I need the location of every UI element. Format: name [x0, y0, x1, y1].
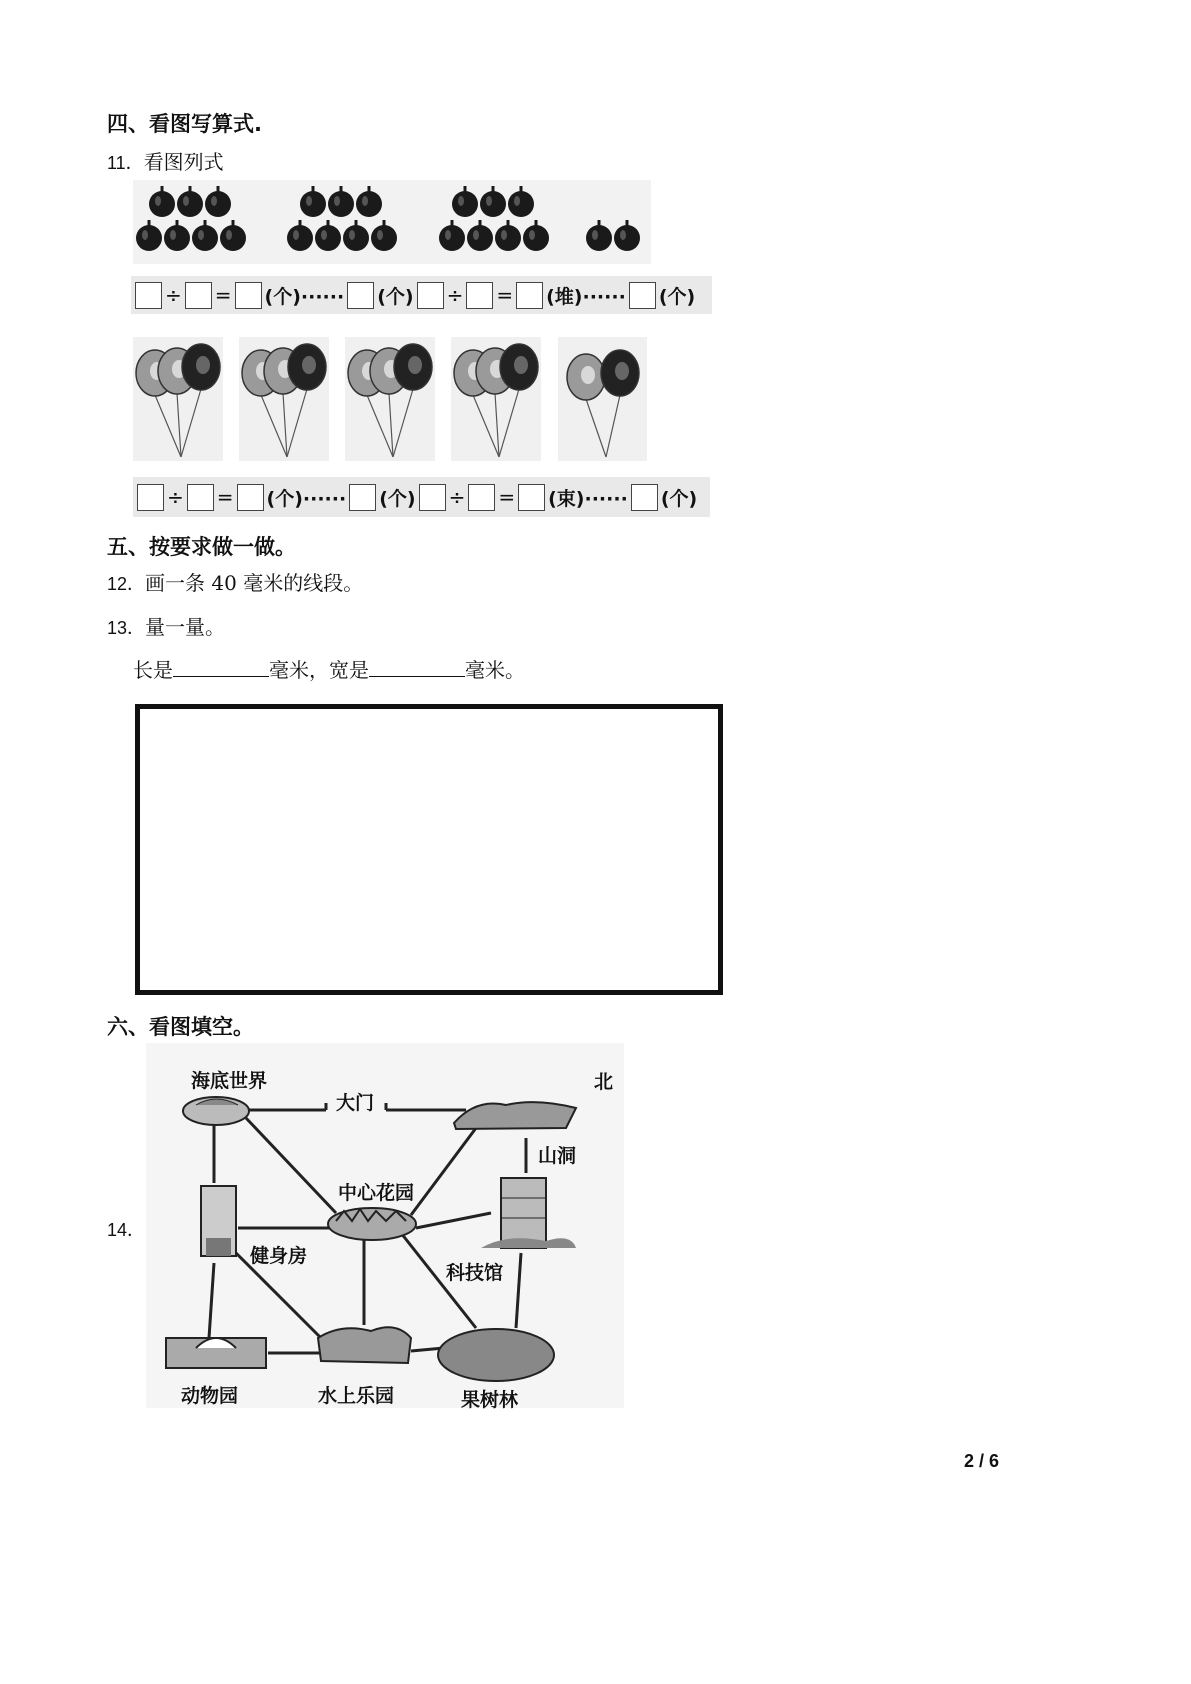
label-cave: 山洞: [538, 1145, 577, 1167]
answer-box[interactable]: [466, 282, 493, 309]
label-zoo: 动物园: [181, 1385, 239, 1407]
equals-sign: =: [498, 485, 516, 509]
answer-box[interactable]: [185, 282, 212, 309]
equals-sign: =: [216, 485, 234, 509]
section-heading: 四、看图写算式.: [107, 112, 262, 136]
answer-box[interactable]: [516, 282, 543, 309]
answer-box[interactable]: [237, 484, 264, 511]
balloon-icon: [567, 354, 605, 400]
answer-box[interactable]: [347, 282, 374, 309]
orchard-icon: [438, 1329, 554, 1381]
unit-label: (个): [658, 285, 696, 308]
unit-label: (个): [377, 285, 414, 308]
question-number: 13．: [107, 618, 146, 638]
balloon-icon: [182, 344, 220, 390]
section-heading: 五、按要求做一做。: [107, 535, 296, 559]
unit-label: 毫米。: [465, 658, 525, 682]
divide-sign: ÷: [167, 485, 184, 509]
unit-label: (个): [379, 487, 416, 510]
length-blank[interactable]: [173, 656, 269, 677]
zoo-icon: [166, 1338, 266, 1368]
label-gym: 健身房: [250, 1245, 308, 1267]
answer-box[interactable]: [417, 282, 444, 309]
map-paths: [146, 1043, 624, 1408]
question-text: 画一条 40 毫米的线段。: [145, 571, 364, 595]
apples-picture: [133, 180, 651, 264]
question-number: 11．: [107, 153, 144, 173]
science-museum-icon: [481, 1178, 576, 1248]
width-label: 毫米，宽是: [269, 658, 369, 682]
water-park-icon: [318, 1327, 411, 1363]
equals-sign: =: [496, 283, 514, 307]
unit-label: (堆)······: [546, 285, 626, 308]
label-water-park: 水上乐园: [318, 1385, 395, 1407]
answer-box[interactable]: [349, 484, 376, 511]
aquarium-icon: [183, 1097, 249, 1125]
equation-row-balloons: [133, 477, 710, 517]
unit-label: (个): [660, 487, 698, 510]
length-label: 长是: [133, 658, 173, 682]
unit-label: (束)······: [548, 487, 628, 510]
unit-label: (个)······: [264, 285, 345, 308]
answer-box[interactable]: [187, 484, 214, 511]
label-science-museum: 科技馆: [446, 1262, 504, 1284]
measure-rectangle: [135, 704, 723, 995]
divide-sign: ÷: [448, 485, 466, 509]
question-number: 14．: [107, 1220, 146, 1240]
balloon-icon: [394, 344, 432, 390]
width-blank[interactable]: [369, 656, 465, 677]
question-13: [107, 611, 225, 640]
label-garden: 中心花园: [338, 1182, 415, 1204]
page-number: 2 / 6: [964, 1451, 1000, 1471]
question-text: 量一量。: [145, 615, 226, 639]
answer-box[interactable]: [419, 484, 446, 511]
answer-box[interactable]: [629, 282, 656, 309]
label-north: 北: [594, 1071, 614, 1093]
divide-sign: ÷: [165, 283, 182, 307]
answer-box[interactable]: [518, 484, 545, 511]
balloon-icon: [500, 344, 538, 390]
gym-icon: [201, 1186, 236, 1256]
park-map: [146, 1043, 624, 1411]
answer-box[interactable]: [631, 484, 658, 511]
label-orchard: 果树林: [461, 1389, 519, 1411]
cave-icon: [454, 1102, 576, 1129]
question-11: [107, 146, 224, 175]
question-number: 12．: [107, 574, 146, 594]
label-gate: 大门: [336, 1092, 375, 1114]
equation-row-apples: [131, 276, 712, 314]
balloon-icon: [601, 350, 639, 396]
answer-box[interactable]: [135, 282, 162, 309]
divide-sign: ÷: [446, 283, 464, 307]
unit-label: (个)······: [266, 487, 347, 510]
answer-box[interactable]: [137, 484, 164, 511]
balloons-picture: [133, 337, 647, 461]
equals-sign: =: [214, 283, 232, 307]
label-aquarium: 海底世界: [191, 1070, 268, 1092]
measure-line: [133, 654, 525, 683]
answer-box[interactable]: [235, 282, 262, 309]
balloon-icon: [288, 344, 326, 390]
section-heading: 六、看图填空。: [107, 1015, 254, 1039]
question-12: [107, 567, 363, 596]
garden-icon: [328, 1208, 416, 1240]
answer-box[interactable]: [468, 484, 495, 511]
question-text: 看图列式: [143, 150, 224, 174]
